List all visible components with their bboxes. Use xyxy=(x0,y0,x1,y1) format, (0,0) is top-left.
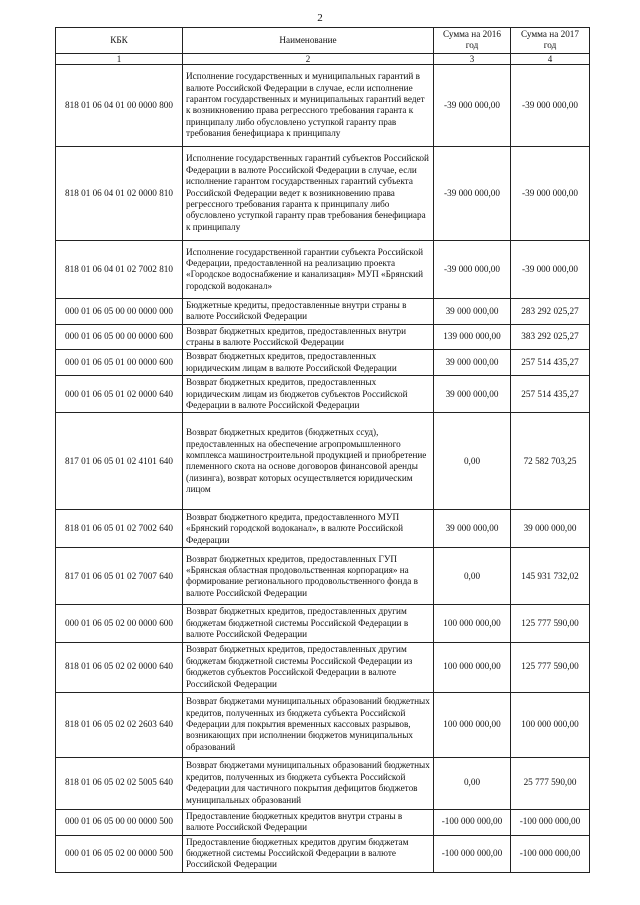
table-row xyxy=(56,350,590,376)
table-row xyxy=(56,548,590,605)
column-number: 1 xyxy=(56,53,183,64)
kbk-cell: 000 01 06 05 00 00 0000 000 xyxy=(56,298,183,324)
kbk-cell: 000 01 06 05 00 00 0000 600 xyxy=(56,324,183,350)
table-row xyxy=(56,809,590,835)
name-cell: Возврат бюджетами муниципальных образований бюджетных кредитов, полученных из бюджета субъекта Российской Федерации для покрытия временных кассовых разрывов, возникающих при исполнении бюджетов муниципальных образований xyxy=(183,692,434,757)
sum-2017-cell: -100 000 000,00 xyxy=(511,835,590,872)
table-row xyxy=(56,324,590,350)
kbk-cell: 000 01 06 05 01 00 0000 600 xyxy=(56,350,183,376)
name-cell: Возврат бюджетных кредитов, предоставленных юридическим лицам из бюджетов субъектов Российской Федерации в валюте Российской Федерации xyxy=(183,376,434,413)
table-row xyxy=(56,413,590,510)
sum-2017-cell: 145 931 732,02 xyxy=(511,548,590,605)
name-cell: Возврат бюджетных кредитов (бюджетных ссуд), предоставленных на обеспечение агропромышленного комплекса машиностроительной продукцией и приобретение племенного скота на основе договоров финансовой аренды (лизинга), возврат которых осуществляется юридическим лицом xyxy=(183,413,434,510)
kbk-cell: 817 01 06 05 01 02 7007 640 xyxy=(56,548,183,605)
sum-2016-cell: 0,00 xyxy=(434,757,511,809)
sum-2017-cell: 39 000 000,00 xyxy=(511,510,590,548)
name-cell: Возврат бюджетного кредита, предоставленного МУП «Брянский городской водоканал», в валюте Российской Федерации xyxy=(183,510,434,548)
table-row xyxy=(56,64,590,146)
column-number-row xyxy=(56,53,590,64)
table-header-row xyxy=(56,28,590,54)
page-number: 2 xyxy=(317,12,323,24)
table-row xyxy=(56,146,590,240)
table-row xyxy=(56,510,590,548)
table-row xyxy=(56,298,590,324)
table-row xyxy=(56,605,590,642)
sum-2016-cell: 100 000 000,00 xyxy=(434,642,511,692)
sum-2017-cell: 257 514 435,27 xyxy=(511,376,590,413)
sum-2016-cell: 39 000 000,00 xyxy=(434,510,511,548)
name-cell: Исполнение государственной гарантии субъекта Российской Федерации, предоставленной на реализацию проекта «Городское водоснабжение и канализация» МУП «Брянский городской водоканал» xyxy=(183,240,434,298)
name-cell: Возврат бюджетами муниципальных образований бюджетных кредитов, полученных из бюджета субъекта Российской Федерации для частичного покрытия дефицитов бюджетов муниципальных образований xyxy=(183,757,434,809)
sum-2017-cell: -39 000 000,00 xyxy=(511,64,590,146)
sum-2016-cell: -39 000 000,00 xyxy=(434,146,511,240)
kbk-cell: 000 01 06 05 00 00 0000 500 xyxy=(56,809,183,835)
sum-2017-cell: -39 000 000,00 xyxy=(511,146,590,240)
kbk-cell: 818 01 06 04 01 02 7002 810 xyxy=(56,240,183,298)
kbk-cell: 000 01 06 05 02 00 0000 600 xyxy=(56,605,183,642)
sum-2017-cell: 125 777 590,00 xyxy=(511,605,590,642)
column-number: 4 xyxy=(511,53,590,64)
header-sum-2017: Сумма на 2017 год xyxy=(511,28,590,54)
sum-2016-cell: 139 000 000,00 xyxy=(434,324,511,350)
name-cell: Возврат бюджетных кредитов, предоставленных другим бюджетам бюджетной системы Российской Федерации в валюте Российской Федерации xyxy=(183,605,434,642)
kbk-cell: 000 01 06 05 02 00 0000 500 xyxy=(56,835,183,872)
column-number: 2 xyxy=(183,53,434,64)
header-sum-2016: Сумма на 2016 год xyxy=(434,28,511,54)
sum-2017-cell: 257 514 435,27 xyxy=(511,350,590,376)
table-row xyxy=(56,757,590,809)
sum-2017-cell: -100 000 000,00 xyxy=(511,809,590,835)
kbk-cell: 818 01 06 04 01 00 0000 800 xyxy=(56,64,183,146)
name-cell: Возврат бюджетных кредитов, предоставленных юридическим лицам в валюте Российской Федерации xyxy=(183,350,434,376)
sum-2017-cell: 25 777 590,00 xyxy=(511,757,590,809)
name-cell: Возврат бюджетных кредитов, предоставленных внутри страны в валюте Российской Федерации xyxy=(183,324,434,350)
table-row xyxy=(56,376,590,413)
sum-2017-cell: 100 000 000,00 xyxy=(511,692,590,757)
sum-2016-cell: -39 000 000,00 xyxy=(434,64,511,146)
kbk-cell: 818 01 06 05 02 02 5005 640 xyxy=(56,757,183,809)
sum-2016-cell: 0,00 xyxy=(434,548,511,605)
sum-2017-cell: 125 777 590,00 xyxy=(511,642,590,692)
kbk-cell: 000 01 06 05 01 02 0000 640 xyxy=(56,376,183,413)
sum-2016-cell: 100 000 000,00 xyxy=(434,605,511,642)
name-cell: Предоставление бюджетных кредитов другим бюджетам бюджетной системы Российской Федерации в валюте Российской Федерации xyxy=(183,835,434,872)
sum-2016-cell: -100 000 000,00 xyxy=(434,835,511,872)
sum-2016-cell: 39 000 000,00 xyxy=(434,350,511,376)
kbk-cell: 818 01 06 05 02 02 0000 640 xyxy=(56,642,183,692)
name-cell: Исполнение государственных и муниципальных гарантий в валюте Российской Федерации в случае, если исполнение гарантом государственных и муниципальных гарантий ведет к возникновению права регрессного требования гаранта к принципалу либо обусловлено уступкой гаранту прав требования бенефициара к принципалу xyxy=(183,64,434,146)
sum-2017-cell: 383 292 025,27 xyxy=(511,324,590,350)
header-name: Наименование xyxy=(183,28,434,54)
name-cell: Возврат бюджетных кредитов, предоставленных другим бюджетам бюджетной системы Российской Федерации из бюджетов субъектов Российской Федерации в валюте Российской Федерации xyxy=(183,642,434,692)
sum-2016-cell: 100 000 000,00 xyxy=(434,692,511,757)
kbk-cell: 818 01 06 05 02 02 2603 640 xyxy=(56,692,183,757)
sum-2016-cell: 39 000 000,00 xyxy=(434,376,511,413)
sum-2017-cell: 72 582 703,25 xyxy=(511,413,590,510)
sum-2016-cell: 39 000 000,00 xyxy=(434,298,511,324)
sum-2016-cell: -39 000 000,00 xyxy=(434,240,511,298)
table-row xyxy=(56,692,590,757)
name-cell: Исполнение государственных гарантий субъектов Российской Федерации в валюте Российской Федерации в случае, если исполнение гарантом государственных гарантий субъекта Российской Федерации ведет к возникновению права регрессного требования гаранта к принципалу либо обусловлено уступкой гаранту прав требования бенефициара к принципалу xyxy=(183,146,434,240)
kbk-cell: 817 01 06 05 01 02 4101 640 xyxy=(56,413,183,510)
table-row xyxy=(56,642,590,692)
column-number: 3 xyxy=(434,53,511,64)
header-kbk: КБК xyxy=(56,28,183,54)
sum-2016-cell: -100 000 000,00 xyxy=(434,809,511,835)
name-cell: Предоставление бюджетных кредитов внутри страны в валюте Российской Федерации xyxy=(183,809,434,835)
sum-2017-cell: 283 292 025,27 xyxy=(511,298,590,324)
table-row xyxy=(56,835,590,872)
name-cell: Возврат бюджетных кредитов, предоставленных ГУП «Брянская областная продовольственная корпорация» на формирование регионального продовольственного фонда в валюте Российской Федерации xyxy=(183,548,434,605)
budget-table xyxy=(55,27,590,873)
kbk-cell: 818 01 06 04 01 02 0000 810 xyxy=(56,146,183,240)
kbk-cell: 818 01 06 05 01 02 7002 640 xyxy=(56,510,183,548)
table-row xyxy=(56,240,590,298)
name-cell: Бюджетные кредиты, предоставленные внутри страны в валюте Российской Федерации xyxy=(183,298,434,324)
sum-2016-cell: 0,00 xyxy=(434,413,511,510)
sum-2017-cell: -39 000 000,00 xyxy=(511,240,590,298)
